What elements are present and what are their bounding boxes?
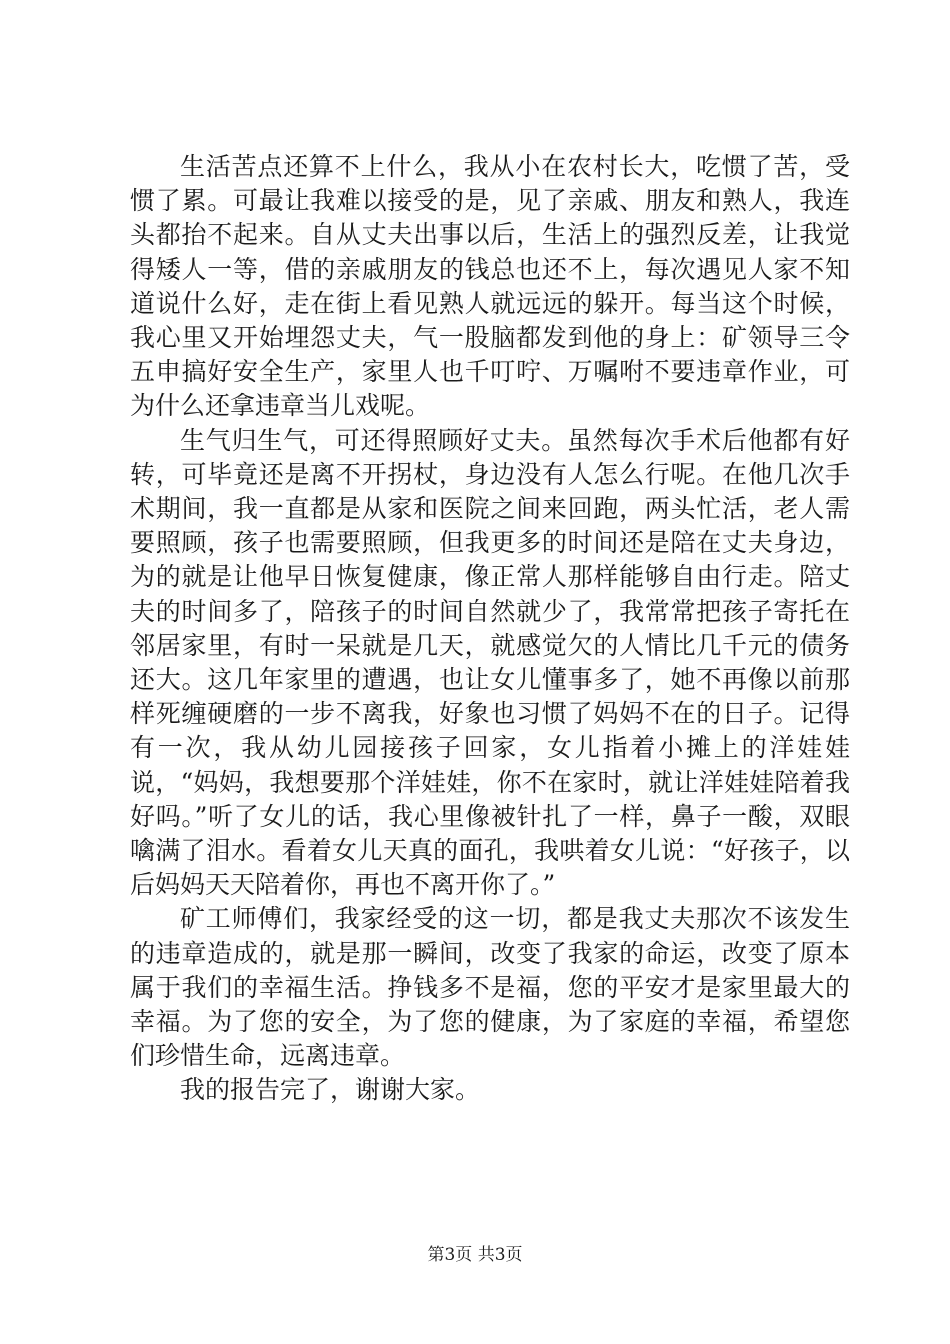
document-body	[130, 150, 850, 1108]
paragraph-4: 我的报告完了，谢谢大家。	[180, 1075, 481, 1105]
page-footer: 第3页 共3页	[427, 1245, 523, 1265]
paragraph-2: 生气归生气，可还得照顾好丈夫。虽然每次手术后他都有好转，可毕竟还是离不开拐杖，身边没有人怎么行呢。在他几次手术期间，我一直都是从家和医院之间来回跑，两头忙活，老人需要照顾，孩子也需要照顾，但我更多的时间还是陪在丈夫身边，为的就是让他早日恢复健康，像正常人那样能够自由行走。陪丈夫的时间多了，陪孩子的时间自然就少了，我常常把孩子寄托在邻居家里，有时一呆就是几天，就感觉欠的人情比几千元的债务还大。这几年家里的遭遇，也让女儿懂事多了，她不再像以前那样死缠硬磨的一步不离我，好象也习惯了妈妈不在的日子。记得有一次，我从幼儿园接孩子回家，女儿指着小摊上的洋娃娃说，“妈妈，我想要那个洋娃娃，你不在家时，就让洋娃娃陪着我好吗。”听了女儿的话，我心里像被针扎了一样，鼻子一酸，双眼噙满了泪水。看着女儿天真的面孔，我哄着女儿说：“好孩子，以后妈妈天天陪着你，再也不离开你了。”	[130, 425, 850, 900]
paragraph-3: 矿工师傅们，我家经受的这一切，都是我丈夫那次不该发生的违章造成的，就是那一瞬间，改变了我家的命运，改变了原本属于我们的幸福生活。挣钱多不是福，您的平安才是家里最大的幸福。为了您的安全，为了您的健康，为了家庭的幸福，希望您们珍惜生命，远离违章。	[130, 904, 850, 1071]
paragraph-1: 生活苦点还算不上什么，我从小在农村长大，吃惯了苦，受惯了累。可最让我难以接受的是，见了亲戚、朋友和熟人，我连头都抬不起来。自从丈夫出事以后，生活上的强烈反差，让我觉得矮人一等，借的亲戚朋友的钱总也还不上，每次遇见人家不知道说什么好，走在街上看见熟人就远远的躲开。每当这个时候，我心里又开始埋怨丈夫，气一股脑都发到他的身上：矿领导三令五申搞好安全生产，家里人也千叮咛、万嘱咐不要违章作业，可为什么还拿违章当儿戏呢。	[130, 152, 850, 421]
